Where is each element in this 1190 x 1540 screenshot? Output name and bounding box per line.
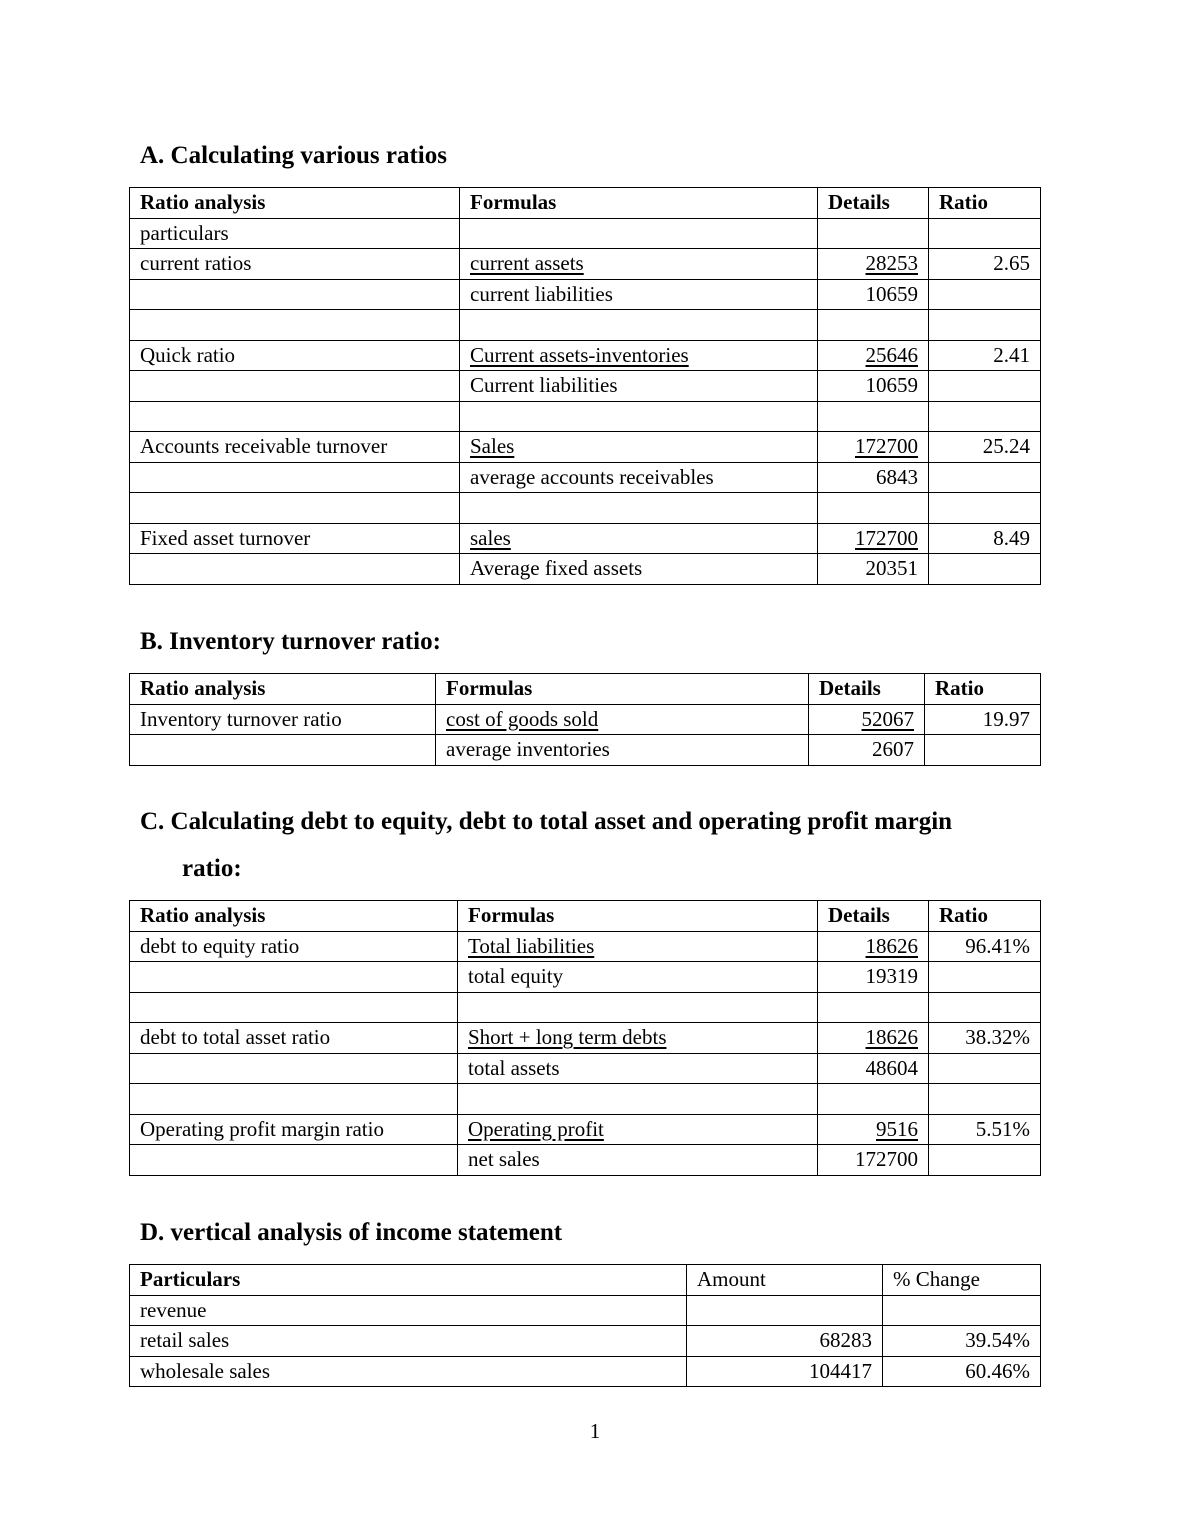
details-cell: 2607 (809, 735, 925, 766)
formula-cell (460, 218, 818, 249)
ratio-cell (929, 1145, 1041, 1176)
header-cell: Ratio (925, 674, 1041, 705)
details-cell (818, 218, 929, 249)
formula-cell (460, 493, 818, 524)
details-cell: 18626 (818, 931, 929, 962)
details-cell: 20351 (818, 554, 929, 585)
particular-cell: debt to equity ratio (130, 931, 458, 962)
table-row (130, 1326, 1041, 1357)
ratio-cell (929, 371, 1041, 402)
table-row (130, 1356, 1041, 1387)
table-row (130, 704, 1041, 735)
details-cell: 172700 (818, 523, 929, 554)
ratio-cell (929, 462, 1041, 493)
header-cell: Amount (687, 1265, 883, 1296)
details-cell (818, 1084, 929, 1115)
formula-cell: average accounts receivables (460, 462, 818, 493)
ratio-cell: 2.65 (929, 249, 1041, 280)
header-cell: Ratio analysis (130, 901, 458, 932)
table-row (130, 371, 1041, 402)
particular-cell: wholesale sales (130, 1356, 687, 1387)
particular-cell (130, 401, 460, 432)
particular-cell (130, 1084, 458, 1115)
particular-cell: retail sales (130, 1326, 687, 1357)
formula-cell (460, 401, 818, 432)
ratio-cell (929, 493, 1041, 524)
section-d-heading: D. vertical analysis of income statement (140, 1219, 563, 1246)
header-cell: Particulars (130, 1265, 687, 1296)
particular-cell (130, 493, 460, 524)
table-row (130, 432, 1041, 463)
particular-cell (130, 371, 460, 402)
particular-cell: Operating profit margin ratio (130, 1114, 458, 1145)
formula-cell: net sales (458, 1145, 818, 1176)
header-cell: Details (818, 188, 929, 219)
table-row (130, 1145, 1041, 1176)
header-cell: Details (809, 674, 925, 705)
ratio-cell (929, 310, 1041, 341)
particular-cell (130, 1053, 458, 1084)
particular-cell: debt to total asset ratio (130, 1023, 458, 1054)
details-cell: 6843 (818, 462, 929, 493)
formula-cell (458, 1084, 818, 1115)
section-a-heading: A. Calculating various ratios (140, 142, 447, 169)
particular-cell (130, 735, 436, 766)
particular-cell (130, 962, 458, 993)
table-row (130, 1295, 1041, 1326)
table-row (130, 523, 1041, 554)
formula-cell: Current liabilities (460, 371, 818, 402)
particular-cell: Quick ratio (130, 340, 460, 371)
vertical-analysis-table (129, 1264, 1041, 1387)
ratio-cell: 5.51% (929, 1114, 1041, 1145)
particular-cell: Inventory turnover ratio (130, 704, 436, 735)
ratio-cell (929, 1084, 1041, 1115)
details-cell: 172700 (818, 432, 929, 463)
details-cell (818, 493, 929, 524)
details-cell: 172700 (818, 1145, 929, 1176)
ratio-cell: 19.97 (925, 704, 1041, 735)
ratio-cell (929, 554, 1041, 585)
header-cell: Formulas (436, 674, 809, 705)
details-cell: 19319 (818, 962, 929, 993)
details-cell: 9516 (818, 1114, 929, 1145)
header-cell: % Change (883, 1265, 1041, 1296)
ratio-table-c (129, 900, 1041, 1176)
table-row (130, 218, 1041, 249)
ratio-cell (929, 218, 1041, 249)
percent-cell: 39.54% (883, 1326, 1041, 1357)
details-cell: 18626 (818, 1023, 929, 1054)
table-row (130, 279, 1041, 310)
table-row (130, 554, 1041, 585)
table-header-row (130, 1265, 1041, 1296)
table-row (130, 735, 1041, 766)
table-row (130, 931, 1041, 962)
ratio-cell (929, 401, 1041, 432)
particular-cell: Accounts receivable turnover (130, 432, 460, 463)
particular-cell (130, 462, 460, 493)
ratio-cell (929, 992, 1041, 1023)
header-cell: Formulas (460, 188, 818, 219)
details-cell: 28253 (818, 249, 929, 280)
particular-cell (130, 992, 458, 1023)
table-header-row (130, 901, 1041, 932)
formula-cell: Current assets-inventories (460, 340, 818, 371)
particular-cell (130, 1145, 458, 1176)
formula-cell: cost of goods sold (436, 704, 809, 735)
table-row (130, 1023, 1041, 1054)
details-cell: 10659 (818, 279, 929, 310)
table-row (130, 462, 1041, 493)
ratio-cell: 25.24 (929, 432, 1041, 463)
percent-cell (883, 1295, 1041, 1326)
header-cell: Ratio analysis (130, 674, 436, 705)
formula-cell: Short + long term debts (458, 1023, 818, 1054)
section-b-heading: B. Inventory turnover ratio: (140, 628, 441, 655)
section-c-heading-line1: C. Calculating debt to equity, debt to total asset and operating profit margin (140, 808, 953, 835)
table-row (130, 962, 1041, 993)
details-cell: 52067 (809, 704, 925, 735)
amount-cell: 68283 (687, 1326, 883, 1357)
percent-cell: 60.46% (883, 1356, 1041, 1387)
amount-cell: 104417 (687, 1356, 883, 1387)
formula-cell: current liabilities (460, 279, 818, 310)
header-cell: Formulas (458, 901, 818, 932)
particular-cell (130, 310, 460, 341)
details-cell: 25646 (818, 340, 929, 371)
particular-cell (130, 279, 460, 310)
particular-cell: current ratios (130, 249, 460, 280)
details-cell (818, 992, 929, 1023)
formula-cell: current assets (460, 249, 818, 280)
table-row (130, 992, 1041, 1023)
table-row (130, 340, 1041, 371)
ratio-cell (929, 962, 1041, 993)
ratio-table-a (129, 187, 1041, 585)
ratio-cell: 2.41 (929, 340, 1041, 371)
formula-cell: Total liabilities (458, 931, 818, 962)
details-cell (818, 401, 929, 432)
section-c-heading-line2: ratio: (182, 855, 242, 882)
details-cell: 10659 (818, 371, 929, 402)
particular-cell: Fixed asset turnover (130, 523, 460, 554)
details-cell (818, 310, 929, 341)
formula-cell (458, 992, 818, 1023)
section-c-heading (140, 798, 1048, 892)
formula-cell: Sales (460, 432, 818, 463)
ratio-cell: 8.49 (929, 523, 1041, 554)
ratio-cell (929, 279, 1041, 310)
ratio-table-b (129, 673, 1041, 766)
header-cell: Ratio analysis (130, 188, 460, 219)
formula-cell: average inventories (436, 735, 809, 766)
table-row (130, 249, 1041, 280)
formula-cell (460, 310, 818, 341)
particular-cell: revenue (130, 1295, 687, 1326)
page-number: 1 (589, 1419, 601, 1443)
formula-cell: sales (460, 523, 818, 554)
table-row (130, 493, 1041, 524)
table-header-row (130, 674, 1041, 705)
table-row (130, 1084, 1041, 1115)
header-cell: Ratio (929, 188, 1041, 219)
ratio-cell: 38.32% (929, 1023, 1041, 1054)
details-cell: 48604 (818, 1053, 929, 1084)
header-cell: Ratio (929, 901, 1041, 932)
amount-cell (687, 1295, 883, 1326)
formula-cell: Average fixed assets (460, 554, 818, 585)
table-row (130, 401, 1041, 432)
ratio-cell (929, 1053, 1041, 1084)
particular-cell (130, 554, 460, 585)
table-row (130, 1053, 1041, 1084)
formula-cell: total assets (458, 1053, 818, 1084)
formula-cell: Operating profit (458, 1114, 818, 1145)
formula-cell: total equity (458, 962, 818, 993)
particular-cell: particulars (130, 218, 460, 249)
ratio-cell: 96.41% (929, 931, 1041, 962)
header-cell: Details (818, 901, 929, 932)
table-row (130, 1114, 1041, 1145)
ratio-cell (925, 735, 1041, 766)
table-header-row (130, 188, 1041, 219)
table-row (130, 310, 1041, 341)
